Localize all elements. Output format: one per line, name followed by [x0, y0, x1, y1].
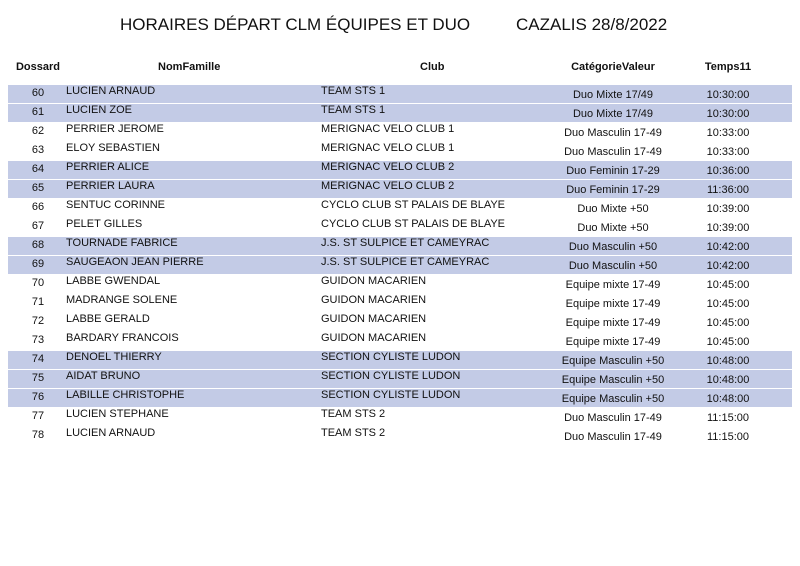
- cell-nomfamille: LABBE GERALD: [66, 313, 150, 325]
- cell-club: MERIGNAC VELO CLUB 2: [321, 161, 455, 173]
- cell-categorie: Equipe mixte 17-49: [565, 279, 661, 291]
- cell-temps: 10:45:00: [706, 317, 750, 329]
- cell-categorie: Duo Feminin 17-29: [566, 184, 660, 196]
- cell-club: CYCLO CLUB ST PALAIS DE BLAYE: [321, 199, 506, 211]
- table-row: [8, 160, 792, 179]
- cell-temps: 10:45:00: [706, 336, 750, 348]
- cell-temps: 10:48:00: [706, 355, 750, 367]
- cell-dossard: 63: [31, 144, 45, 156]
- cell-nomfamille: DENOEL THIERRY: [66, 351, 162, 363]
- cell-temps: 10:30:00: [706, 89, 750, 101]
- cell-categorie: Duo Masculin 17-49: [564, 431, 662, 443]
- cell-club: J.S. ST SULPICE ET CAMEYRAC: [321, 256, 490, 268]
- cell-temps: 10:48:00: [706, 374, 750, 386]
- cell-dossard: 78: [31, 429, 45, 441]
- table-row: [8, 236, 792, 255]
- cell-categorie: Equipe Masculin +50: [561, 393, 665, 405]
- header-nomfamille: NomFamille: [158, 61, 221, 73]
- header-categorie: CatégorieValeur: [571, 61, 655, 73]
- cell-categorie: Duo Mixte +50: [577, 222, 649, 234]
- cell-dossard: 77: [31, 410, 45, 422]
- cell-categorie: Equipe Masculin +50: [561, 355, 665, 367]
- cell-categorie: Duo Masculin 17-49: [564, 127, 662, 139]
- start-times-table: [8, 58, 792, 445]
- cell-dossard: 74: [31, 353, 45, 365]
- cell-temps: 10:48:00: [706, 393, 750, 405]
- cell-nomfamille: PERRIER ALICE: [66, 161, 150, 173]
- cell-club: MERIGNAC VELO CLUB 1: [321, 142, 455, 154]
- table-row: [8, 198, 792, 217]
- table-row: [8, 293, 792, 312]
- cell-club: J.S. ST SULPICE ET CAMEYRAC: [321, 237, 490, 249]
- cell-categorie: Duo Masculin 17-49: [564, 412, 662, 424]
- page-title: [0, 15, 800, 37]
- cell-dossard: 67: [31, 220, 45, 232]
- cell-categorie: Duo Masculin 17-49: [564, 146, 662, 158]
- cell-dossard: 69: [31, 258, 45, 270]
- title-location-date: CAZALIS 28/8/2022: [516, 15, 668, 34]
- cell-temps: 11:36:00: [706, 184, 749, 196]
- cell-categorie: Duo Masculin +50: [568, 260, 658, 272]
- cell-club: GUIDON MACARIEN: [321, 313, 427, 325]
- cell-nomfamille: BARDARY FRANCOIS: [66, 332, 179, 344]
- cell-nomfamille: LABILLE CHRISTOPHE: [66, 389, 185, 401]
- cell-club: GUIDON MACARIEN: [321, 332, 427, 344]
- cell-nomfamille: TOURNADE FABRICE: [66, 237, 178, 249]
- cell-club: SECTION CYLISTE LUDON: [321, 370, 461, 382]
- cell-club: TEAM STS 1: [321, 85, 386, 97]
- table-header: [8, 58, 792, 84]
- cell-dossard: 73: [31, 334, 45, 346]
- table-row: [8, 350, 792, 369]
- cell-categorie: Equipe mixte 17-49: [565, 298, 661, 310]
- cell-nomfamille: PELET GILLES: [66, 218, 143, 230]
- cell-temps: 10:33:00: [706, 127, 750, 139]
- cell-dossard: 60: [31, 87, 45, 99]
- cell-categorie: Duo Mixte 17/49: [572, 108, 654, 120]
- cell-temps: 10:36:00: [706, 165, 750, 177]
- cell-temps: 10:42:00: [706, 241, 750, 253]
- cell-nomfamille: LUCIEN ZOE: [66, 104, 133, 116]
- table-row: [8, 426, 792, 445]
- cell-nomfamille: PERRIER JEROME: [66, 123, 164, 135]
- cell-club: TEAM STS 1: [321, 104, 386, 116]
- table-row: [8, 103, 792, 122]
- cell-nomfamille: AIDAT BRUNO: [66, 370, 141, 382]
- table-row: [8, 179, 792, 198]
- cell-temps: 10:39:00: [706, 203, 750, 215]
- table-row: [8, 369, 792, 388]
- table-row: [8, 407, 792, 426]
- header-dossard: Dossard: [15, 61, 61, 73]
- cell-temps: 10:45:00: [706, 279, 750, 291]
- cell-dossard: 71: [31, 296, 45, 308]
- table-row: [8, 141, 792, 160]
- cell-club: SECTION CYLISTE LUDON: [321, 351, 461, 363]
- cell-temps: 10:45:00: [706, 298, 750, 310]
- cell-dossard: 65: [31, 182, 45, 194]
- cell-club: GUIDON MACARIEN: [321, 294, 427, 306]
- table-row: [8, 388, 792, 407]
- cell-club: MERIGNAC VELO CLUB 2: [321, 180, 455, 192]
- cell-nomfamille: MADRANGE SOLENE: [66, 294, 178, 306]
- cell-temps: 10:39:00: [706, 222, 750, 234]
- cell-categorie: Equipe mixte 17-49: [565, 336, 661, 348]
- table-row: [8, 217, 792, 236]
- table-body: [8, 84, 792, 445]
- cell-club: SECTION CYLISTE LUDON: [321, 389, 461, 401]
- cell-temps: 11:15:00: [706, 431, 749, 443]
- cell-nomfamille: LUCIEN ARNAUD: [66, 85, 156, 97]
- cell-dossard: 70: [31, 277, 45, 289]
- cell-nomfamille: SENTUC CORINNE: [66, 199, 166, 211]
- table-row: [8, 122, 792, 141]
- cell-club: CYCLO CLUB ST PALAIS DE BLAYE: [321, 218, 506, 230]
- cell-dossard: 61: [31, 106, 45, 118]
- cell-nomfamille: PERRIER LAURA: [66, 180, 155, 192]
- cell-categorie: Equipe mixte 17-49: [565, 317, 661, 329]
- cell-nomfamille: LUCIEN ARNAUD: [66, 427, 156, 439]
- cell-nomfamille: LUCIEN STEPHANE: [66, 408, 169, 420]
- cell-temps: 11:15:00: [706, 412, 749, 424]
- table-row: [8, 84, 792, 103]
- table-row: [8, 274, 792, 293]
- cell-dossard: 68: [31, 239, 45, 251]
- cell-nomfamille: SAUGEAON JEAN PIERRE: [66, 256, 204, 268]
- cell-temps: 10:42:00: [706, 260, 750, 272]
- cell-temps: 10:33:00: [706, 146, 750, 158]
- cell-categorie: Duo Masculin +50: [568, 241, 658, 253]
- title-event: HORAIRES DÉPART CLM ÉQUIPES ET DUO: [120, 15, 471, 34]
- header-club: Club: [420, 61, 445, 73]
- table-row: [8, 331, 792, 350]
- table-row: [8, 312, 792, 331]
- table-row: [8, 255, 792, 274]
- cell-categorie: Duo Feminin 17-29: [566, 165, 660, 177]
- cell-nomfamille: LABBE GWENDAL: [66, 275, 161, 287]
- cell-dossard: 75: [31, 372, 45, 384]
- cell-categorie: Duo Mixte 17/49: [572, 89, 654, 101]
- cell-club: GUIDON MACARIEN: [321, 275, 427, 287]
- cell-club: TEAM STS 2: [321, 408, 386, 420]
- cell-club: TEAM STS 2: [321, 427, 386, 439]
- cell-club: MERIGNAC VELO CLUB 1: [321, 123, 455, 135]
- cell-categorie: Equipe Masculin +50: [561, 374, 665, 386]
- cell-dossard: 62: [31, 125, 45, 137]
- cell-temps: 10:30:00: [706, 108, 750, 120]
- cell-dossard: 64: [31, 163, 45, 175]
- cell-dossard: 72: [31, 315, 45, 327]
- cell-categorie: Duo Mixte +50: [577, 203, 649, 215]
- cell-nomfamille: ELOY SEBASTIEN: [66, 142, 160, 154]
- header-temps: Temps11: [704, 61, 752, 73]
- cell-dossard: 66: [31, 201, 45, 213]
- cell-dossard: 76: [31, 391, 45, 403]
